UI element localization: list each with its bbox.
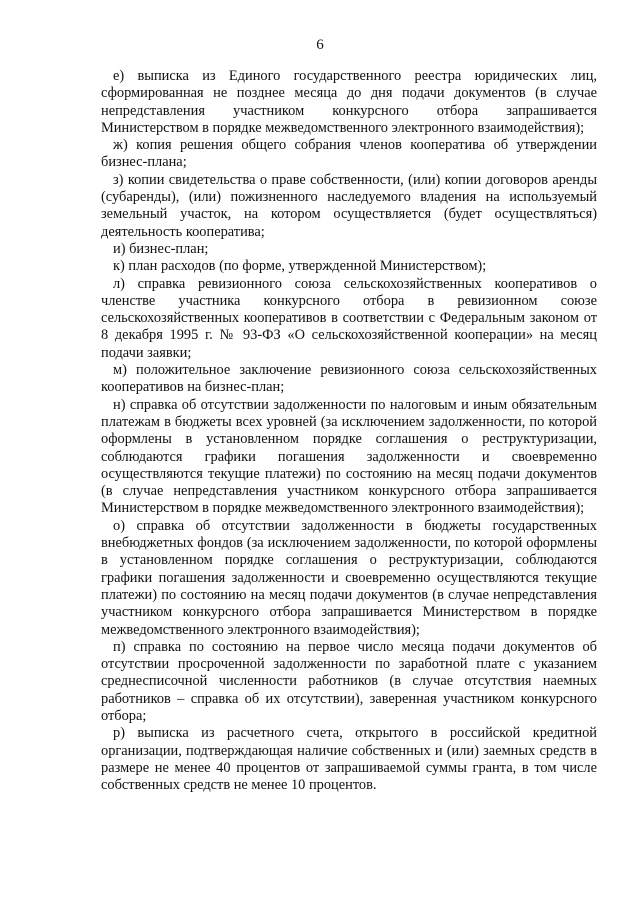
paragraph-e: е) выписка из Единого государственного реестра юридических лиц, сформированная не позднее месяца до дня подачи документов (в случае непредставления участником конкурсного отбора запрашивается Министерством в порядке межведомственного электронного взаимодействия); <box>101 68 597 136</box>
paragraph-m: м) положительное заключение ревизионного союза сельскохозяйственных кооперативов на бизнес-план; <box>101 362 597 396</box>
paragraph-k: к) план расходов (по форме, утвержденной Министерством); <box>113 258 487 275</box>
paragraph-l: л) справка ревизионного союза сельскохозяйственных кооперативов о членстве участника конкурсного отбора в ревизионном союзе сельскохозяйственных кооперативов в соответствии с Федеральным законом от 8 декабря 1995 г. № 93-ФЗ «О сельскохозяйственной кооперации» на месяц подачи заявки; <box>101 275 597 361</box>
paragraph-i: и) бизнес-план; <box>113 240 209 257</box>
paragraph-o: о) справка об отсутствии задолженности в бюджеты государственных внебюджетных фондов (за исключением задолженности, по которой оформлены в установленном порядке соглашения о реструктуризации, соблюдаются графики погашения задолженности и своевременно осуществляются текущие платежи) по состоянию на месяц подачи документов (в случае непредставления участником конкурсного отбора запрашивается Министерством в порядке межведомственного электронного взаимодействия); <box>101 517 597 638</box>
document-body <box>101 68 597 794</box>
paragraph-r: р) выписка из расчетного счета, открытого в российской кредитной организации, подтверждающая наличие собственных и (или) заемных средств в размере не менее 40 процентов от запрашиваемой суммы гранта, в том числе собственных средств не менее 10 процентов. <box>101 725 597 794</box>
page-number: 6 <box>316 37 324 53</box>
paragraph-zh: ж) копия решения общего собрания членов кооператива об утверждении бизнес-плана; <box>101 137 597 171</box>
paragraph-p: п) справка по состоянию на первое число месяца подачи документов об отсутствии просроченной задолженности по заработной плате с указанием среднесписочной численности работников (в случае отсутствия наемных работников – справка об их отсутствии), заверенная участником конкурсного отбора; <box>101 638 597 724</box>
paragraph-n: н) справка об отсутствии задолженности по налоговым и иным обязательным платежам в бюджеты всех уровней (за исключением задолженности, по которой оформлены в установленном порядке соглашения о реструктуризации, соблюдаются графики погашения задолженности и своевременно осуществляются текущие платежи) по состоянию на месяц подачи документов (в случае непредставления участником конкурсного отбора запрашивается Министерством в порядке межведомственного электронного взаимодействия); <box>101 396 597 517</box>
paragraph-z: з) копии свидетельства о праве собственности, (или) копии договоров аренды (субаренды), (или) пожизненного наследуемого владения на используемый земельный участок, на котором осуществляется (будет осуществляться) деятельность кооператива; <box>101 171 597 240</box>
